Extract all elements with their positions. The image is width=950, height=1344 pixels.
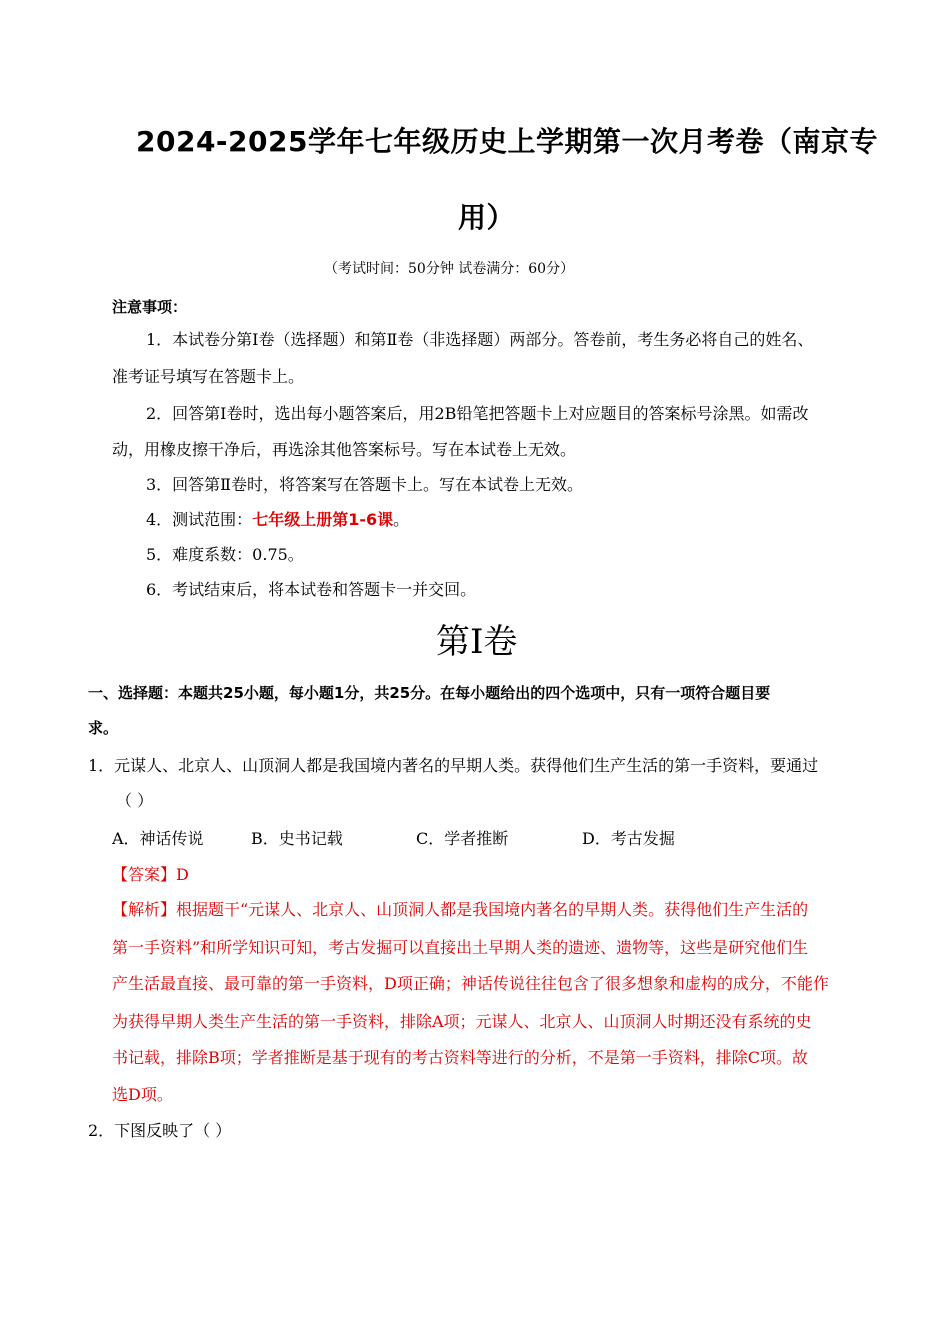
question-1-option-b: B．史书记载: [251, 829, 343, 848]
test-scope-highlight: 七年级上册第1-6课: [252, 510, 394, 529]
question-2-stem: 2．下图反映了（ ）: [88, 1121, 232, 1140]
question-1-option-c: C．学者推断: [416, 829, 509, 848]
question-1-analysis-line2: 第一手资料”和所学知识可知，考古发掘可以直接出土早期人类的遗迹、遗物等，这些是研究他们生: [112, 938, 809, 957]
notice-item-3: 3．回答第Ⅱ卷时，将答案写在答题卡上。写在本试卷上无效。: [146, 475, 584, 494]
section-heading-line1: 一、选择题：本题共25小题，每小题1分，共25分。在每小题给出的四个选项中，只有一项符合题目要: [88, 684, 771, 702]
notice-item-4-suffix: 。: [393, 510, 410, 529]
notice-item-1-line2: 准考证号填写在答题卡上。: [112, 367, 305, 386]
question-1-analysis-line1: 【解析】根据题干“元谋人、北京人、山顶洞人都是我国境内著名的早期人类。获得他们生产生活的: [112, 900, 809, 919]
volume-title: 第Ⅰ卷: [436, 622, 518, 662]
notice-item-2-line2: 动，用橡皮擦干净后，再选涂其他答案标号。写在本试卷上无效。: [112, 440, 577, 459]
question-1-answer: 【答案】D: [112, 865, 189, 884]
notice-item-4-prefix: 4．测试范围：: [146, 510, 253, 529]
page-title-line2: 用）: [458, 201, 516, 234]
notice-item-2-line1: 2．回答第Ⅰ卷时，选出每小题答案后，用2B铅笔把答题卡上对应题目的答案标号涂黑。如需改: [146, 404, 809, 423]
question-1-analysis-line5: 书记载，排除B项；学者推断是基于现有的考古资料等进行的分析，不是第一手资料，排除C项。故: [112, 1048, 809, 1067]
notice-item-1-line1: 1．本试卷分第Ⅰ卷（选择题）和第Ⅱ卷（非选择题）两部分。答卷前，考生务必将自己的姓名、: [146, 330, 814, 349]
exam-info: （考试时间：50分钟 试卷满分：60分）: [324, 261, 575, 277]
notice-item-5: 5．难度系数：0.75。: [146, 545, 304, 564]
question-1-analysis-line3: 产生活最直接、最可靠的第一手资料，D项正确；神话传说往往包含了很多想象和虚构的成分，不能作: [112, 974, 829, 993]
question-1-analysis-line4: 为获得早期人类生产生活的第一手资料，排除A项；元谋人、北京人、山顶洞人时期还没有系统的史: [112, 1012, 812, 1031]
page-title-line1: 2024-2025学年七年级历史上学期第一次月考卷（南京专: [136, 125, 878, 158]
notice-heading: 注意事项：: [112, 298, 188, 316]
section-heading-line2: 求。: [88, 719, 119, 737]
question-1-option-d: D．考古发掘: [582, 829, 675, 848]
question-1-analysis-line6: 选D项。: [112, 1085, 173, 1104]
question-1-option-a: A．神话传说: [112, 829, 204, 848]
notice-item-4: [146, 507, 409, 530]
question-1-stem-line1: 1．元谋人、北京人、山顶洞人都是我国境内著名的早期人类。获得他们生产生活的第一手资料，要通过: [88, 756, 819, 775]
question-1-stem-line2: （ ）: [116, 791, 154, 810]
notice-item-6: 6．考试结束后，将本试卷和答题卡一并交回。: [146, 580, 477, 599]
